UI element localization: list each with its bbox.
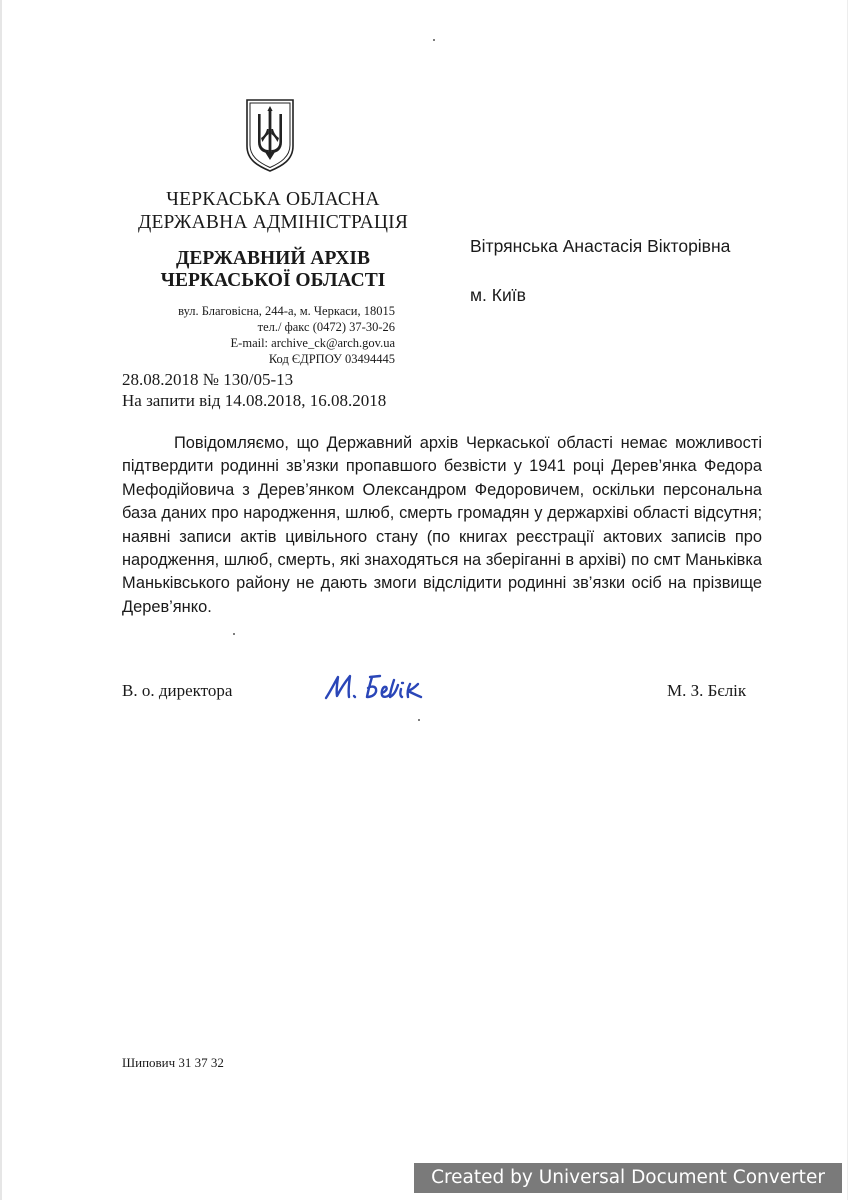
administration-name-line1: ЧЕРКАСЬКА ОБЛАСНА bbox=[166, 189, 380, 210]
archive-name bbox=[120, 248, 426, 292]
coat-of-arms-icon bbox=[244, 98, 296, 173]
phone-text: тел./ факс (0472) 37-30-26 bbox=[257, 320, 395, 334]
archive-name-line1: ДЕРЖАВНИЙ АРХІВ bbox=[175, 248, 371, 269]
recipient-name: Вітрянська Анастасія Вікторівна bbox=[470, 236, 731, 256]
scan-speck bbox=[233, 633, 235, 635]
executor-contact: Шипович 31 37 32 bbox=[122, 1055, 224, 1070]
edrpou-text: Код ЄДРПОУ 03494445 bbox=[268, 352, 395, 366]
scan-speck bbox=[418, 719, 420, 721]
in-reply-to: На запити від 14.08.2018, 16.08.2018 bbox=[122, 391, 387, 410]
address-text: вул. Благовісна, 244-а, м. Черкаси, 18015 bbox=[178, 304, 395, 318]
document-reference bbox=[122, 369, 386, 411]
recipient-city: м. Київ bbox=[470, 285, 526, 305]
signatory-role: В. о. директора bbox=[122, 681, 233, 700]
organization-header bbox=[120, 188, 426, 292]
archive-name-line2: ЧЕРКАСЬКОЇ ОБЛАСТІ bbox=[160, 270, 386, 291]
handwritten-signature bbox=[322, 668, 428, 704]
letter-body: Повідомляємо, що Державний архів Черкаської області немає можливості підтвердити родинні зв’язки пропавшого безвісти у 1941 році Дерев’янка Федора Мефодійовича з Дерев’янком Олександром Федоровичем, оскільки персональна база даних про народження, шлюб, смерть громадян у держархіві області відсутня; наявні записи актів цивільного стану (по книгах реєстрації актових записів про народження, шлюб, смерть, які знаходяться на зберіганні в архіві) по смт Маньківка Маньківського району не дають змоги відслідити родинні зв’язки осіб на прізвище Дерев’янко. bbox=[122, 434, 762, 616]
signatory-name: М. З. Бєлік bbox=[667, 681, 747, 700]
contact-details bbox=[120, 303, 395, 367]
email-text: E-mail: archive_ck@arch.gov.ua bbox=[230, 336, 395, 350]
converter-watermark: Created by Universal Document Converter bbox=[414, 1163, 842, 1193]
administration-name-line2: ДЕРЖАВНА АДМІНІСТРАЦІЯ bbox=[137, 212, 409, 233]
scan-speck bbox=[433, 39, 435, 41]
date-number: 28.08.2018 № 130/05-13 bbox=[122, 370, 294, 389]
